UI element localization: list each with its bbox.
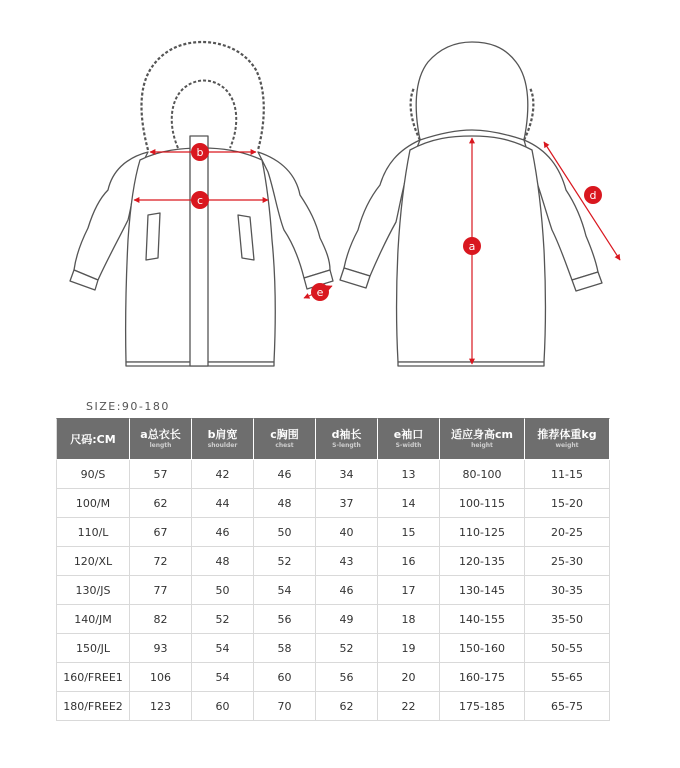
column-header-weight: 推荐体重kg weight	[525, 418, 610, 460]
cell-length: 106	[130, 663, 192, 692]
table-row	[56, 692, 610, 721]
cell-weight: 55-65	[525, 663, 610, 692]
cell-chest: 58	[254, 634, 316, 663]
cell-size: 140/JM	[56, 605, 130, 634]
cell-size: 150/JL	[56, 634, 130, 663]
table-row	[56, 547, 610, 576]
cell-length: 57	[130, 460, 192, 489]
table-body	[56, 460, 610, 721]
cell-sleeve-length: 56	[316, 663, 378, 692]
marker-a	[463, 237, 481, 255]
marker-d	[584, 186, 602, 204]
cell-sleeve-length: 52	[316, 634, 378, 663]
cell-cuff-width: 19	[378, 634, 440, 663]
cell-length: 123	[130, 692, 192, 721]
cell-size: 120/XL	[56, 547, 130, 576]
column-header-sleeve-length: d袖长 S-length	[316, 418, 378, 460]
cell-chest: 50	[254, 518, 316, 547]
cell-sleeve-length: 34	[316, 460, 378, 489]
table-row	[56, 460, 610, 489]
cell-cuff-width: 14	[378, 489, 440, 518]
cell-shoulder: 44	[192, 489, 254, 518]
cell-weight: 25-30	[525, 547, 610, 576]
table-row	[56, 518, 610, 547]
cell-shoulder: 60	[192, 692, 254, 721]
cell-sleeve-length: 49	[316, 605, 378, 634]
cell-size: 180/FREE2	[56, 692, 130, 721]
cell-height: 80-100	[440, 460, 525, 489]
column-header-shoulder: b肩宽 shoulder	[192, 418, 254, 460]
marker-b	[191, 143, 209, 161]
cell-cuff-width: 16	[378, 547, 440, 576]
cell-height: 110-125	[440, 518, 525, 547]
cell-shoulder: 42	[192, 460, 254, 489]
size-range-label: SIZE:90-180	[86, 400, 170, 413]
cell-chest: 70	[254, 692, 316, 721]
back-view-drawing	[340, 42, 602, 366]
cell-weight: 20-25	[525, 518, 610, 547]
column-header-height: 适应身高cm height	[440, 418, 525, 460]
cell-cuff-width: 17	[378, 576, 440, 605]
column-header-cuff-width: e袖口 S-width	[378, 418, 440, 460]
cell-length: 82	[130, 605, 192, 634]
cell-shoulder: 54	[192, 634, 254, 663]
cell-chest: 54	[254, 576, 316, 605]
cell-shoulder: 50	[192, 576, 254, 605]
column-header-chest: c胸围 chest	[254, 418, 316, 460]
cell-weight: 65-75	[525, 692, 610, 721]
cell-cuff-width: 13	[378, 460, 440, 489]
marker-c	[191, 191, 209, 209]
marker-b-label: b	[196, 146, 204, 159]
cell-shoulder: 52	[192, 605, 254, 634]
cell-chest: 60	[254, 663, 316, 692]
cell-chest: 48	[254, 489, 316, 518]
column-header-length: a总衣长 length	[130, 418, 192, 460]
cell-height: 160-175	[440, 663, 525, 692]
back-hem	[398, 362, 544, 366]
front-left-pocket	[146, 213, 160, 260]
marker-a-label: a	[468, 240, 476, 253]
cell-chest: 56	[254, 605, 316, 634]
cell-length: 93	[130, 634, 192, 663]
cell-length: 77	[130, 576, 192, 605]
cell-sleeve-length: 46	[316, 576, 378, 605]
cell-shoulder: 48	[192, 547, 254, 576]
column-header-size: 尺码:CM	[56, 418, 130, 460]
size-chart-table	[56, 418, 610, 721]
cell-cuff-width: 18	[378, 605, 440, 634]
cell-height: 150-160	[440, 634, 525, 663]
marker-d-label: d	[589, 189, 597, 202]
cell-size: 130/JS	[56, 576, 130, 605]
front-placket	[190, 136, 208, 366]
cell-size: 100/M	[56, 489, 130, 518]
cell-shoulder: 54	[192, 663, 254, 692]
table-row	[56, 634, 610, 663]
table-row	[56, 605, 610, 634]
cell-weight: 30-35	[525, 576, 610, 605]
table-row	[56, 576, 610, 605]
table-header-row	[56, 418, 610, 460]
cell-chest: 46	[254, 460, 316, 489]
table-row	[56, 489, 610, 518]
cell-cuff-width: 22	[378, 692, 440, 721]
cell-size: 160/FREE1	[56, 663, 130, 692]
cell-sleeve-length: 37	[316, 489, 378, 518]
cell-length: 67	[130, 518, 192, 547]
cell-height: 130-145	[440, 576, 525, 605]
cell-length: 62	[130, 489, 192, 518]
cell-height: 120-135	[440, 547, 525, 576]
cell-sleeve-length: 62	[316, 692, 378, 721]
cell-size: 90/S	[56, 460, 130, 489]
cell-weight: 11-15	[525, 460, 610, 489]
table-row	[56, 663, 610, 692]
cell-cuff-width: 15	[378, 518, 440, 547]
cell-height: 140-155	[440, 605, 525, 634]
marker-e-label: e	[316, 286, 324, 299]
cell-height: 175-185	[440, 692, 525, 721]
cell-height: 100-115	[440, 489, 525, 518]
back-hood	[416, 42, 528, 140]
cell-weight: 35-50	[525, 605, 610, 634]
cell-sleeve-length: 43	[316, 547, 378, 576]
cell-weight: 15-20	[525, 489, 610, 518]
cell-cuff-width: 20	[378, 663, 440, 692]
marker-c-label: c	[196, 194, 204, 207]
cell-chest: 52	[254, 547, 316, 576]
cell-length: 72	[130, 547, 192, 576]
cell-shoulder: 46	[192, 518, 254, 547]
cell-size: 110/L	[56, 518, 130, 547]
cell-sleeve-length: 40	[316, 518, 378, 547]
marker-e	[311, 283, 329, 301]
cell-weight: 50-55	[525, 634, 610, 663]
